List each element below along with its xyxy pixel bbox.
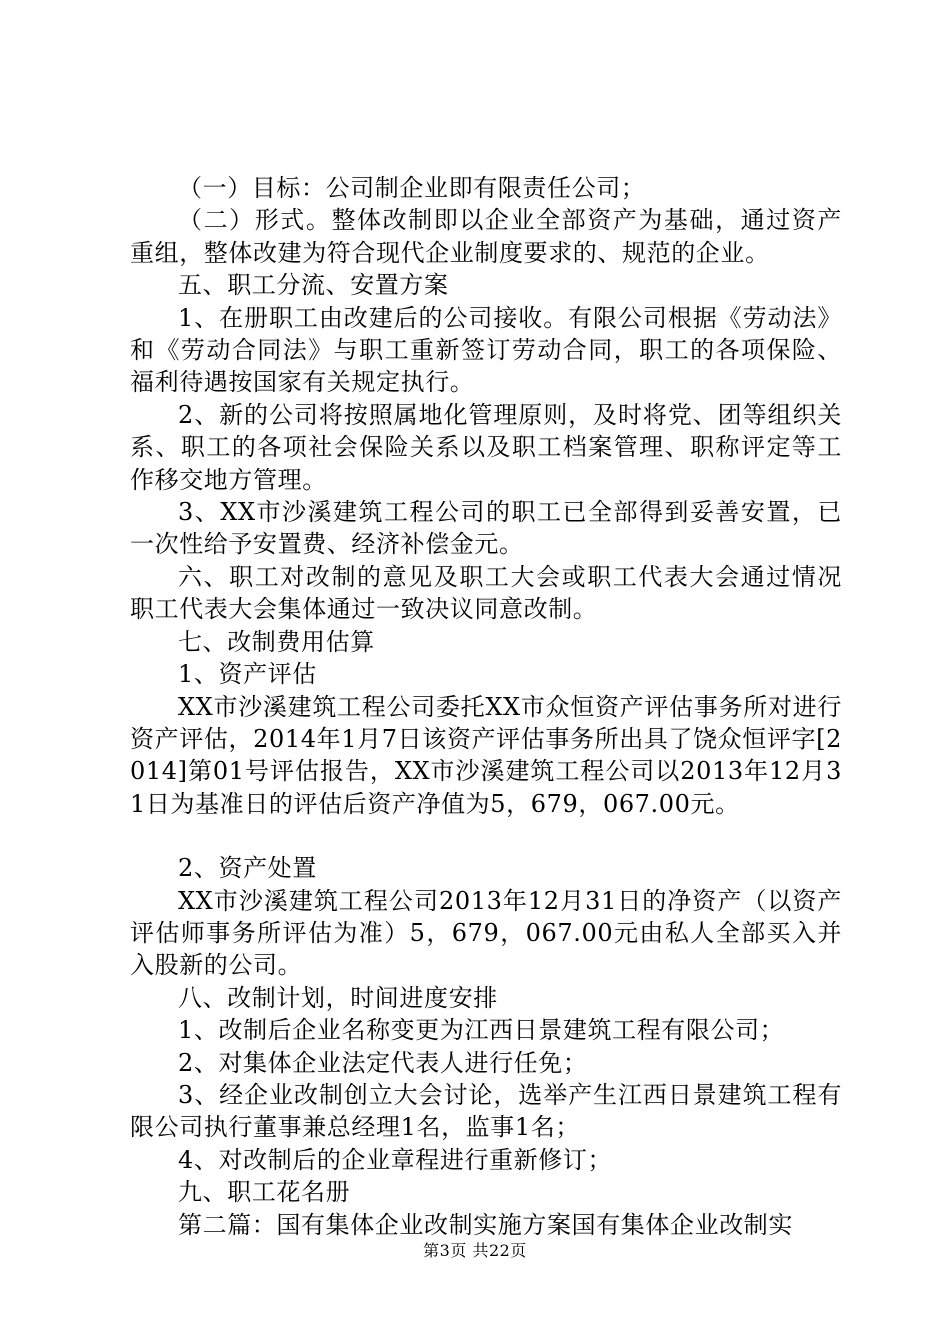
subheading-asset-disposal: 2、资产处置 — [178, 854, 317, 883]
paragraph-asset-disposal: XX市沙溪建筑工程公司2013年12月31日的净资产（以资产评估师事务所评估为准）5，679，067.00元由私人全部买入并入股新的公司。 — [130, 886, 842, 980]
paragraph-goal: （一）目标：公司制企业即有限责任公司； — [178, 174, 646, 202]
document-body — [130, 172, 842, 1241]
paragraph-form: （二）形式。整体改制即以企业全部资产为基础，通过资产重组，整体改建为符合现代企业制度要求的、规范的企业。 — [130, 206, 842, 267]
paragraph-asset-evaluation: XX市沙溪建筑工程公司委托XX市众恒资产评估事务所对进行资产评估，2014年1月7日该资产评估事务所出具了饶众恒评字[2014]第01号评估报告，XX市沙溪建筑工程公司以2013年12月31日为基准日的评估后资产净值为5，679，067.00元。 — [130, 692, 842, 818]
paragraph-plan-2: 2、对集体企业法定代表人进行任免； — [178, 1048, 588, 1077]
heading-section-7: 七、改制费用估算 — [178, 627, 375, 656]
paragraph-second-part-title: 第二篇：国有集体企业改制实施方案国有集体企业改制实 — [178, 1210, 793, 1239]
paragraph-plan-1: 1、改制后企业名称变更为江西日景建筑工程有限公司； — [178, 1016, 785, 1045]
paragraph-plan-4: 4、对改制后的企业章程进行重新修订； — [178, 1145, 613, 1174]
subheading-asset-evaluation: 1、资产评估 — [178, 660, 317, 689]
paragraph-item-2: 2、新的公司将按照属地化管理原则，及时将党、团等组织关系、职工的各项社会保险关系以及职工档案管理、职称评定等工作移交地方管理。 — [130, 400, 842, 494]
page-number-footer: 第3页 共22页 — [423, 1241, 527, 1260]
heading-section-8: 八、改制计划，时间进度安排 — [178, 983, 498, 1012]
heading-section-5: 五、职工分流、安置方案 — [178, 271, 449, 300]
heading-section-6: 六、职工对改制的意见及职工大会或职工代表大会通过情况职工代表大会集体通过一致决议同意改制。 — [130, 562, 842, 624]
paragraph-item-3: 3、XX市沙溪建筑工程公司的职工已全部得到妥善安置，已一次性给予安置费、经济补偿金元。 — [130, 498, 842, 559]
paragraph-plan-3: 3、经企业改制创立大会讨论，选举产生江西日景建筑工程有限公司执行董事兼总经理1名，监事1名； — [130, 1080, 842, 1142]
heading-section-9: 九、职工花名册 — [178, 1178, 351, 1207]
paragraph-item-1: 1、在册职工由改建后的公司接收。有限公司根据《劳动法》和《劳动合同法》与职工重新签订劳动合同，职工的各项保险、福利待遇按国家有关规定执行。 — [130, 303, 842, 397]
